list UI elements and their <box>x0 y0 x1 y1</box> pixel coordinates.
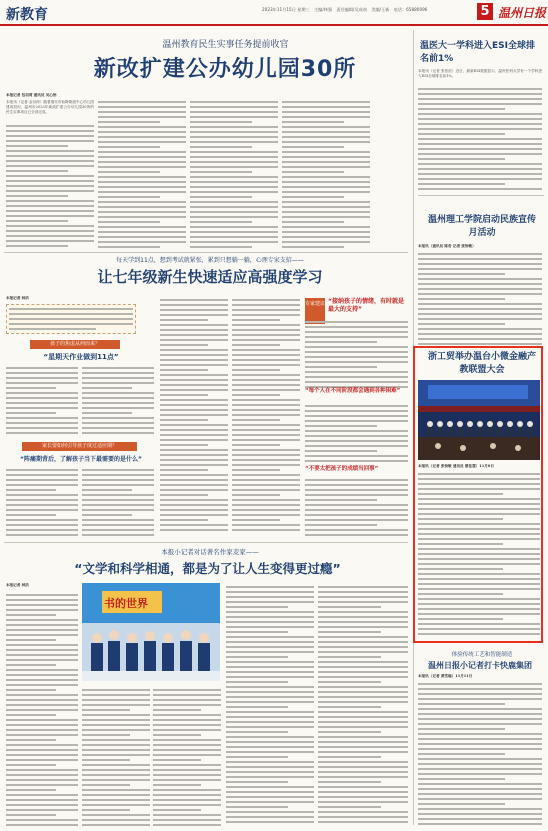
photo-feature-body <box>418 470 540 638</box>
right-bottom-headline: 温州日报小记者打卡快鹿集团 <box>428 661 532 670</box>
mid-headline: 让七年级新生快速适应高强度学习 <box>97 268 323 286</box>
mid-subhead1b: “星期天作业做到11点” <box>43 353 119 361</box>
lead-kicker: 温州教育民生实事任务提前收官 <box>162 40 289 50</box>
photo-feature-byline: 本报讯（记者 张怡敏 通讯员 蔡佳慧）11月8日 <box>418 464 494 468</box>
expert-tag: 专家建议 <box>305 298 325 324</box>
page-number: 5 <box>477 3 493 20</box>
mid-col1-text <box>6 364 78 436</box>
expert-quote-2: “每个人在不同阶段都会遇到各种困难” <box>305 388 401 394</box>
lead-body-col-4 <box>282 98 370 248</box>
quote2-text <box>305 402 408 462</box>
right-mid-body <box>418 250 542 345</box>
mid-col1b-text <box>6 466 78 536</box>
right-bottom-kicker: 体验传统工艺和智能制造 <box>451 652 513 658</box>
bottom-col4-text <box>226 583 314 826</box>
photo-feature-headline: 浙工贸举办温台小微金融产教联盟大会 <box>428 352 537 375</box>
right-top-lead: 本报讯（记者 张依依）近日，最新ESI数据显示，温州医科大学有一个学科进入ESI全球排名前1%。 <box>418 69 542 78</box>
right-mid-headline: 温州理工学院启动民族宣传月活动 <box>428 215 537 238</box>
right-mid-byline: 本报讯（通讯员 陈奇 记者 张怡敏） <box>418 244 476 248</box>
mid-col4-text <box>232 296 300 536</box>
mid-col2b-text <box>82 466 154 536</box>
mid-col3-text <box>160 296 228 536</box>
bottom-col2-text <box>82 686 150 826</box>
right-bottom-byline: 本报讯（记者 黄雪瑜）11月11日 <box>418 674 473 678</box>
mid-byline: 本报记者 林洁 <box>6 296 29 300</box>
bottom-headline: “文学和科学相通，都是为了让人生变得更过瘾” <box>74 561 341 576</box>
expert-quote-1: “接纳孩子的情绪，有时就是最大的支持” <box>328 298 404 313</box>
mid-kicker: 每天学到11点，想到考试就紧张，累到只想躺一躺，心理专家支招—— <box>116 257 304 264</box>
lead-paragraph: 本报讯（记者 金羽荷）随着瑞安市仙降街道中心幼儿园建成投用，温州市2023年新改扩建公办幼儿园30所的民生实事项目已全部完成。 <box>6 100 94 114</box>
lead-byline: 本报记者 包羽荷 通讯员 吴心怡 <box>6 93 57 97</box>
mid-subhead2b: “阵痛期背后，了解孩子当下最需要的是什么” <box>20 456 142 463</box>
paper-name-logo: 温州日报 <box>498 6 547 20</box>
conference-photo <box>418 380 540 460</box>
expert-quote-3: “不要太把孩子的成绩当回事” <box>305 466 379 472</box>
lead-body-col-2 <box>98 98 186 248</box>
quote1-text <box>305 318 408 388</box>
right-top-body <box>418 85 542 190</box>
masthead <box>0 0 548 26</box>
bottom-byline: 本报记者 林洁 <box>6 583 29 587</box>
bottom-col1-text <box>6 591 78 826</box>
lead-headline: 新改扩建公办幼儿园30所 <box>93 57 357 82</box>
mid-subhead1: 孩子的焦虑从何而来？ <box>30 340 120 349</box>
bottom-col3-text <box>153 686 221 826</box>
lead-body-col-3 <box>190 98 278 248</box>
right-bottom-body <box>418 680 542 826</box>
section-name: 新教育 <box>6 7 48 23</box>
mid-col2-text <box>82 364 154 436</box>
bottom-col5-text <box>318 583 408 826</box>
right-top-headline: 温医大一学科进入ESI全球排名前1% <box>420 41 535 64</box>
author-event-photo <box>82 583 220 681</box>
date-info: 2023年11月15日 星期三 主编/林强 责任编辑/吴成南 美编/王新 电话：65880096 <box>262 7 428 12</box>
mid-intro-text <box>9 305 133 333</box>
quote3-text <box>305 476 408 536</box>
bottom-kicker: 本报小记者对话著名作家麦家—— <box>161 548 259 556</box>
photo-banner-text: 书的世界 <box>104 597 148 610</box>
mid-subhead2: 家长要如何引导孩子度过适应期？ <box>22 442 137 451</box>
lead-body-col-1 <box>6 122 94 247</box>
